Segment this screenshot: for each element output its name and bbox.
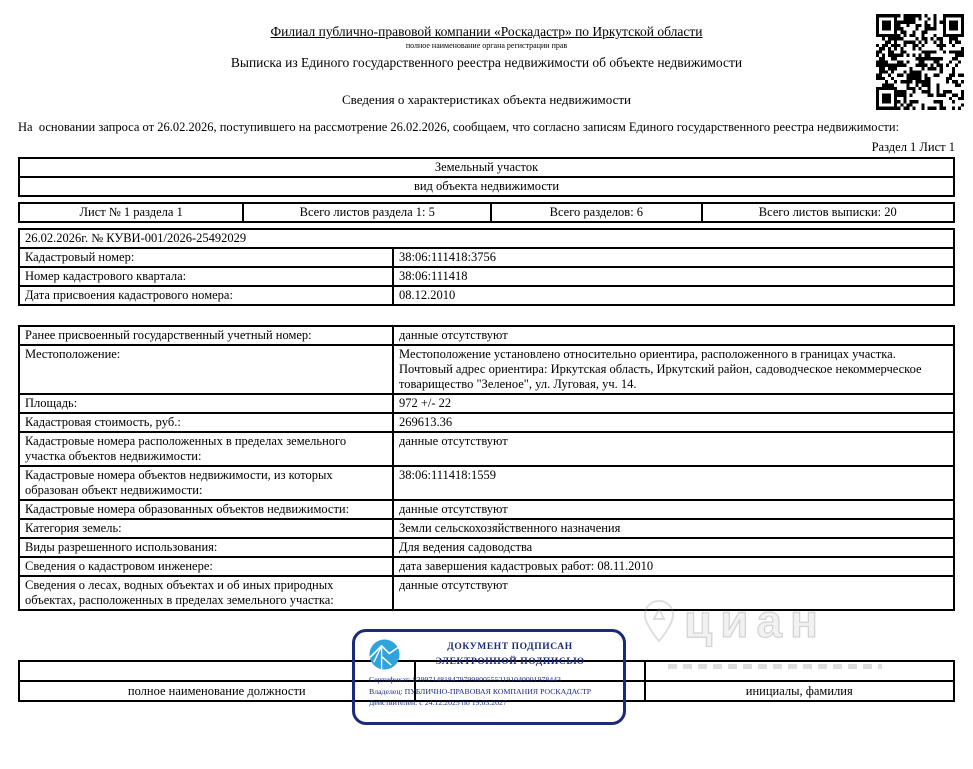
- row-label: Кадастровая стоимость, руб.:: [19, 413, 393, 432]
- row-value: 38:06:111418:1559: [393, 466, 954, 500]
- sheet-info-cell: Лист № 1 раздела 1: [19, 203, 243, 222]
- signature-cell-empty: [645, 661, 955, 681]
- row-value: данные отсутствуют: [393, 326, 954, 345]
- request-line: На основании запроса от 26.02.2026, поступившего на рассмотрение 26.02.2026, сообщаем, что согласно записям Единого государственного реестра недвижимости:: [18, 120, 900, 134]
- sheet-info-cell: Всего листов раздела 1: 5: [243, 203, 491, 222]
- row-label: Виды разрешенного использования:: [19, 538, 393, 557]
- row-label: Кадастровые номера расположенных в пределах земельного участка объектов недвижимости:: [19, 432, 393, 466]
- stamp-title-line2: ЭЛЕКТРОННОЙ ПОДПИСЬЮ: [435, 657, 585, 667]
- object-type-caption: вид объекта недвижимости: [19, 177, 954, 196]
- row-label: Кадастровый номер:: [19, 248, 393, 267]
- row-value: 972 +/- 22: [393, 394, 954, 413]
- request-number: 26.02.2026г. № КУВИ-001/2026-25492029: [19, 229, 954, 248]
- row-label: Ранее присвоенный государственный учетный номер:: [19, 326, 393, 345]
- org-caption: полное наименование органа регистрации прав: [405, 41, 568, 50]
- object-details-table: [18, 325, 955, 611]
- row-label: Площадь:: [19, 394, 393, 413]
- stamp-details: [369, 674, 615, 709]
- document-title: Выписка из Единого государственного реестра недвижимости об объекте недвижимости: [230, 55, 743, 70]
- section-title: Сведения о характеристиках объекта недвижимости: [341, 92, 632, 107]
- row-label: Сведения о лесах, водных объектах и об иных природных объектах, расположенных в пределах земельного участка:: [19, 576, 393, 610]
- stamp-certificate: Сертификат: 83997148184797998005552191040001978443: [369, 675, 561, 684]
- row-value: Местоположение установлено относительно ориентира, расположенного в границах участка. Почтовый адрес ориентира: Иркутская область, Иркутский район, садоводческое некоммерческое товарищество "Зеленое", ул. Луговая, уч. 14.: [393, 345, 954, 394]
- row-label: Номер кадастрового квартала:: [19, 267, 393, 286]
- qr-code: [876, 14, 964, 110]
- sheet-info-cell: Всего листов выписки: 20: [702, 203, 954, 222]
- row-value: Для ведения садоводства: [393, 538, 954, 557]
- row-value: данные отсутствуют: [393, 432, 954, 466]
- watermark-text: циан: [684, 595, 826, 647]
- org-name: Филиал публично-правовой компании «Роскадастр» по Иркутской области: [270, 24, 703, 39]
- row-value: 38:06:111418:3756: [393, 248, 954, 267]
- row-value: данные отсутствуют: [393, 500, 954, 519]
- row-label: Сведения о кадастровом инженере:: [19, 557, 393, 576]
- cadastral-number-table: [18, 228, 955, 306]
- name-caption: инициалы, фамилия: [645, 681, 955, 701]
- row-value: 08.12.2010: [393, 286, 954, 305]
- row-label: Кадастровые номера образованных объектов недвижимости:: [19, 500, 393, 519]
- row-label: Кадастровые номера объектов недвижимости, из которых образован объект недвижимости:: [19, 466, 393, 500]
- object-type-value: Земельный участок: [19, 158, 954, 177]
- stamp-validity: Действителен: с 24.12.2025 по 19.03.2027: [369, 698, 507, 707]
- signature-zone: [18, 642, 955, 707]
- row-label: Местоположение:: [19, 345, 393, 394]
- roskadastr-logo-icon: [369, 639, 400, 670]
- stamp-title-line1: ДОКУМЕНТ ПОДПИСАН: [447, 642, 573, 652]
- row-value: Земли сельскохозяйственного назначения: [393, 519, 954, 538]
- row-label: Категория земель:: [19, 519, 393, 538]
- row-value: данные отсутствуют: [393, 576, 954, 610]
- stamp-title: [407, 640, 613, 670]
- row-value: 38:06:111418: [393, 267, 954, 286]
- sheet-info-table: [18, 202, 955, 223]
- sheet-info-cell: Всего разделов: 6: [491, 203, 701, 222]
- section-sheet-label: Раздел 1 Лист 1: [871, 140, 955, 154]
- stamp-owner: Владелец: ПУБЛИЧНО-ПРАВОВАЯ КОМПАНИЯ РОСКАДАСТР: [369, 686, 592, 696]
- row-value: дата завершения кадастровых работ: 08.11.2010: [393, 557, 954, 576]
- position-caption: полное наименование должности: [19, 681, 415, 701]
- row-value: 269613.36: [393, 413, 954, 432]
- signature-stamp: [352, 629, 626, 725]
- row-label: Дата присвоения кадастрового номера:: [19, 286, 393, 305]
- object-type-table: [18, 157, 955, 197]
